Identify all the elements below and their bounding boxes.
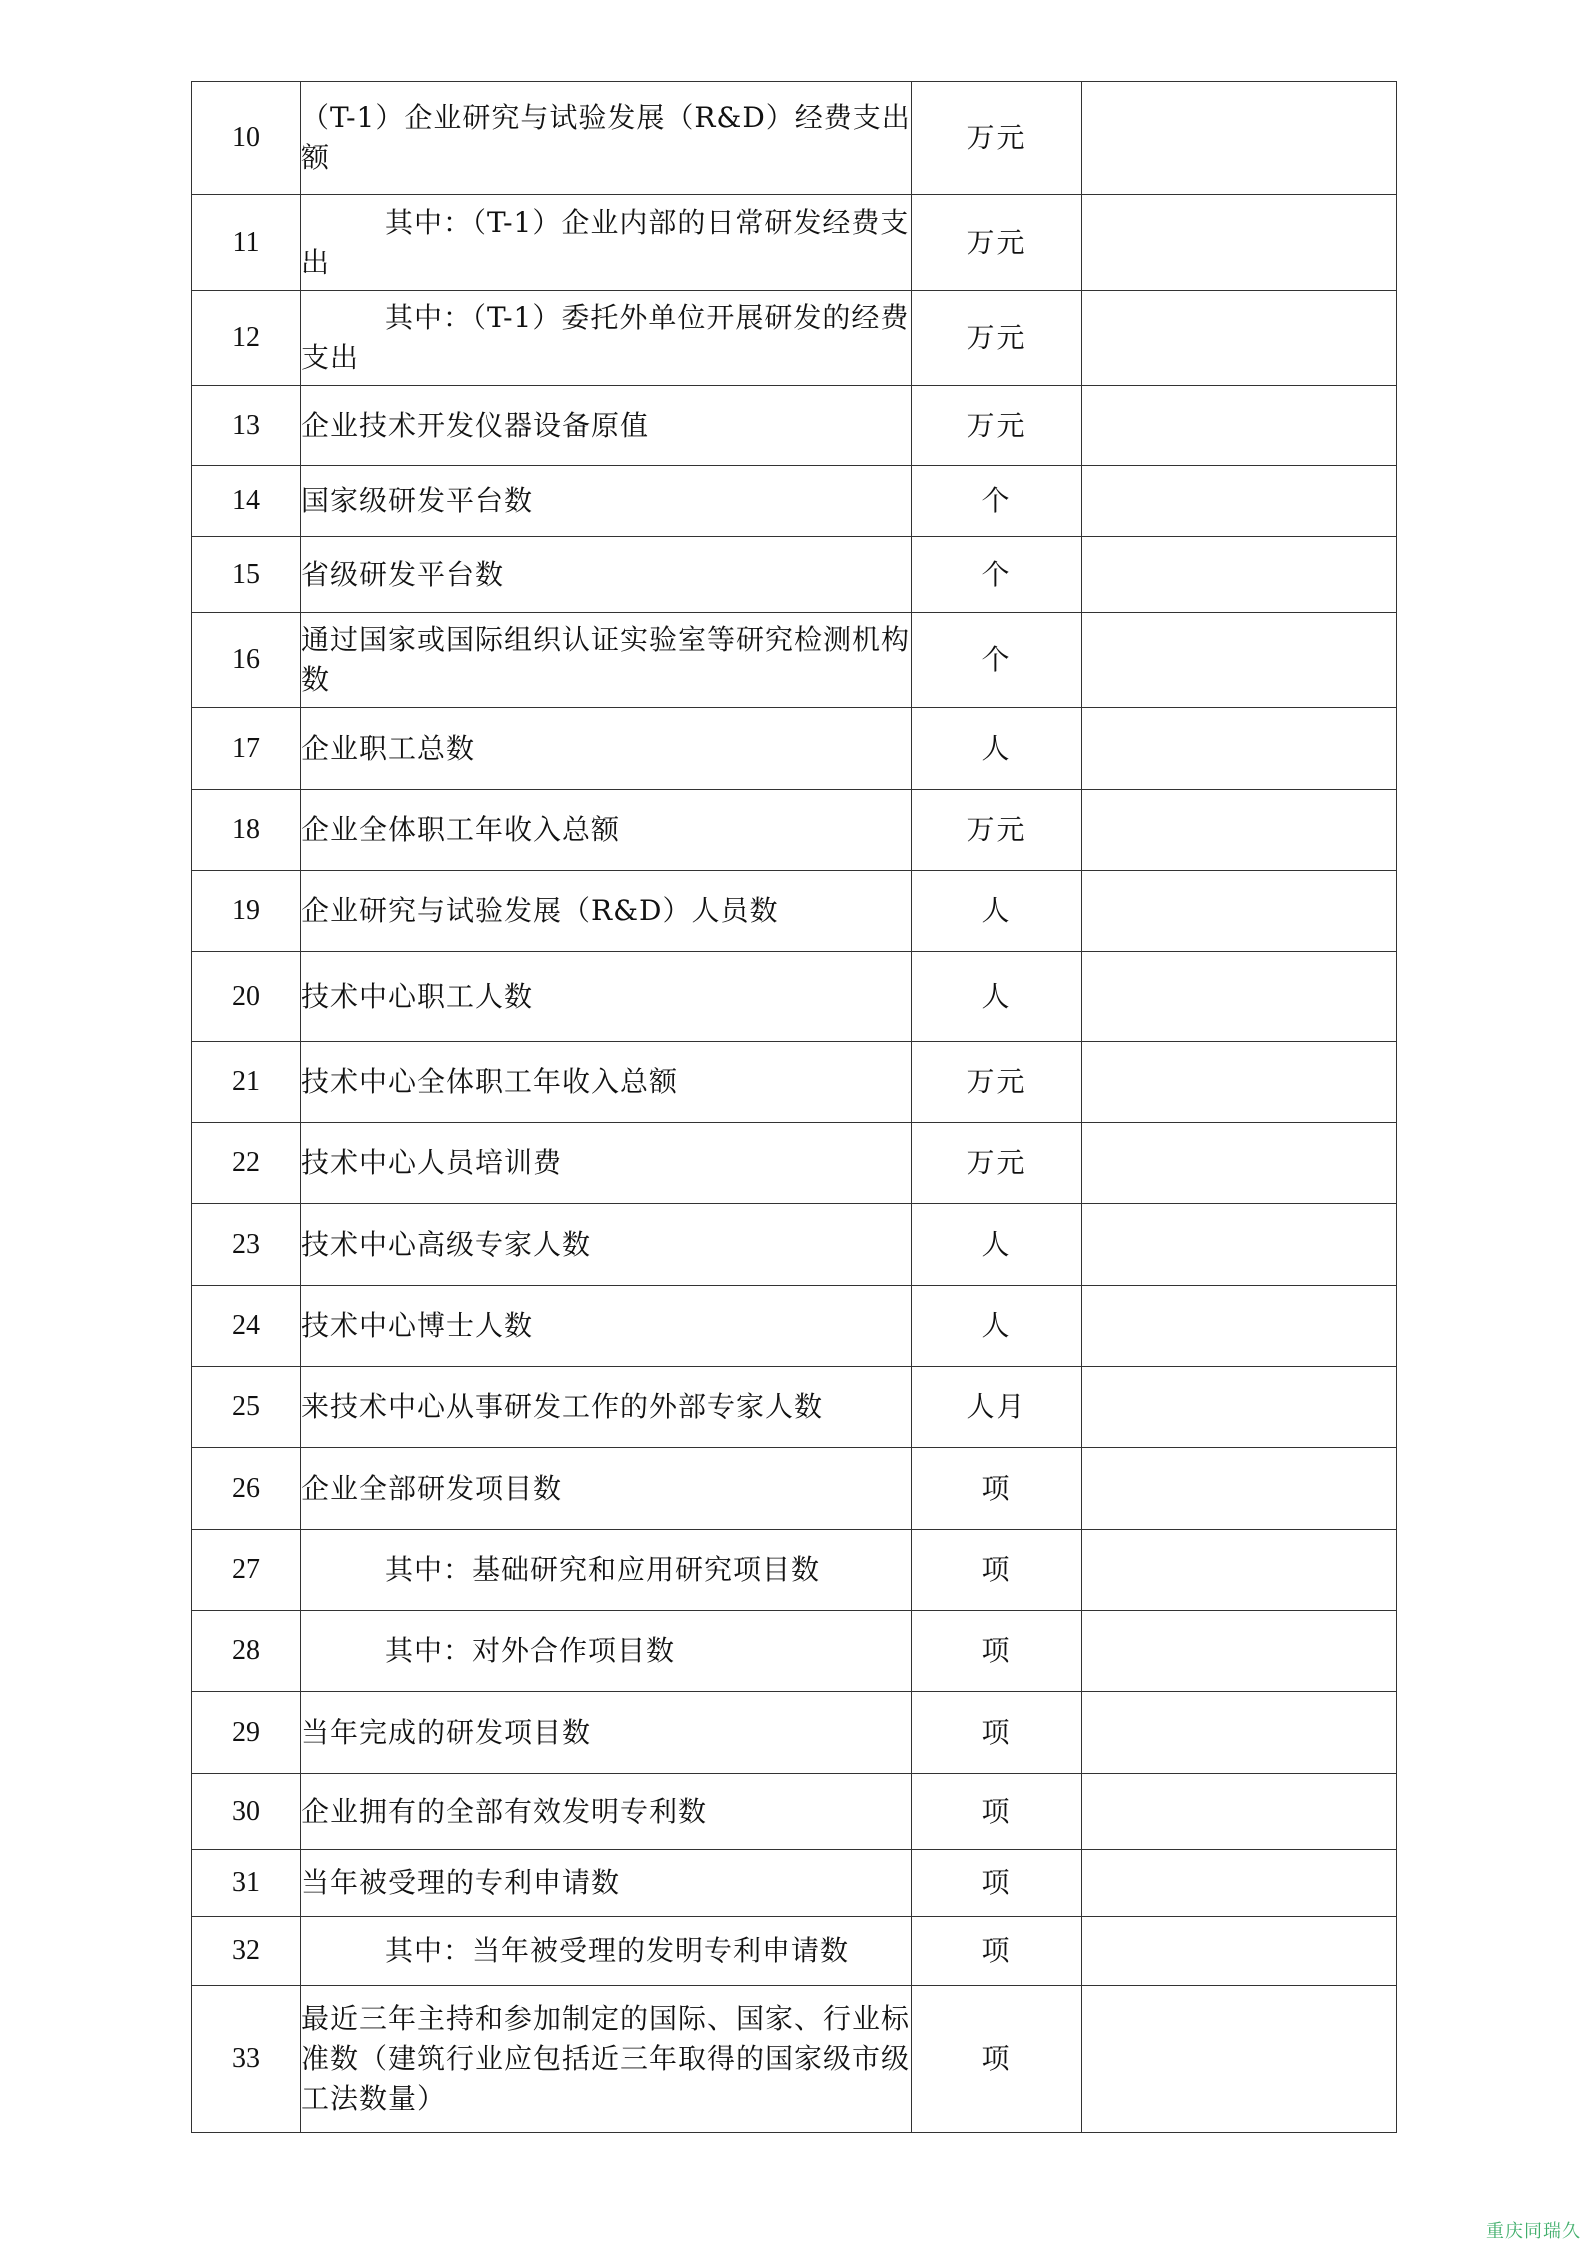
value-cell[interactable]: [1082, 466, 1397, 537]
indicator-name: 其中：（T-1）委托外单位开展研发的经费支出: [301, 291, 912, 386]
table-row: [192, 1042, 1397, 1123]
indicator-table: [191, 81, 1397, 2133]
indicator-unit: 万元: [912, 386, 1082, 466]
value-cell[interactable]: [1082, 1774, 1397, 1850]
value-cell[interactable]: [1082, 952, 1397, 1042]
table-row: [192, 82, 1397, 195]
value-cell[interactable]: [1082, 82, 1397, 195]
row-number: 15: [192, 537, 301, 613]
table-row: [192, 1850, 1397, 1917]
indicator-unit: 人: [912, 1204, 1082, 1286]
indicator-unit: 个: [912, 537, 1082, 613]
row-number: 29: [192, 1692, 301, 1774]
row-number: 27: [192, 1530, 301, 1611]
table-row: [192, 466, 1397, 537]
indicator-unit: 人月: [912, 1367, 1082, 1448]
table-row: [192, 1530, 1397, 1611]
indicator-unit: 项: [912, 1692, 1082, 1774]
indicator-unit: 万元: [912, 1042, 1082, 1123]
indicator-name: 其中：当年被受理的发明专利申请数: [301, 1917, 912, 1986]
indicator-name: 技术中心职工人数: [301, 952, 912, 1042]
table-row: [192, 195, 1397, 291]
row-number: 10: [192, 82, 301, 195]
indicator-unit: 人: [912, 1286, 1082, 1367]
value-cell[interactable]: [1082, 1367, 1397, 1448]
indicator-unit: 个: [912, 466, 1082, 537]
value-cell[interactable]: [1082, 708, 1397, 790]
indicator-unit: 项: [912, 1986, 1082, 2133]
row-number: 13: [192, 386, 301, 466]
indicator-unit: 万元: [912, 1123, 1082, 1204]
indicator-name: 技术中心全体职工年收入总额: [301, 1042, 912, 1123]
value-cell[interactable]: [1082, 537, 1397, 613]
row-number: 20: [192, 952, 301, 1042]
table-row: [192, 1917, 1397, 1986]
row-number: 21: [192, 1042, 301, 1123]
table-row: [192, 537, 1397, 613]
indicator-name: 来技术中心从事研发工作的外部专家人数: [301, 1367, 912, 1448]
table-row: [192, 1611, 1397, 1692]
indicator-name: 其中：对外合作项目数: [301, 1611, 912, 1692]
indicator-name: 技术中心人员培训费: [301, 1123, 912, 1204]
value-cell[interactable]: [1082, 386, 1397, 466]
row-number: 30: [192, 1774, 301, 1850]
table-row: [192, 386, 1397, 466]
table-row: [192, 1204, 1397, 1286]
value-cell[interactable]: [1082, 1042, 1397, 1123]
indicator-unit: 项: [912, 1917, 1082, 1986]
value-cell[interactable]: [1082, 1123, 1397, 1204]
value-cell[interactable]: [1082, 291, 1397, 386]
indicator-unit: 人: [912, 952, 1082, 1042]
row-number: 25: [192, 1367, 301, 1448]
row-number: 11: [192, 195, 301, 291]
row-number: 19: [192, 871, 301, 952]
value-cell[interactable]: [1082, 790, 1397, 871]
indicator-name: 国家级研发平台数: [301, 466, 912, 537]
indicator-name: 技术中心高级专家人数: [301, 1204, 912, 1286]
value-cell[interactable]: [1082, 1986, 1397, 2133]
indicator-unit: 项: [912, 1850, 1082, 1917]
indicator-name: 企业职工总数: [301, 708, 912, 790]
table-row: [192, 790, 1397, 871]
indicator-name: （T-1）企业研究与试验发展（R&D）经费支出额: [301, 82, 912, 195]
value-cell[interactable]: [1082, 1692, 1397, 1774]
indicator-name: 省级研发平台数: [301, 537, 912, 613]
row-number: 28: [192, 1611, 301, 1692]
table-row: [192, 1986, 1397, 2133]
indicator-name: 企业研究与试验发展（R&D）人员数: [301, 871, 912, 952]
indicator-name: 当年被受理的专利申请数: [301, 1850, 912, 1917]
table-body: [192, 82, 1397, 2133]
table-row: [192, 1692, 1397, 1774]
row-number: 24: [192, 1286, 301, 1367]
indicator-unit: 万元: [912, 195, 1082, 291]
indicator-unit: 万元: [912, 790, 1082, 871]
value-cell[interactable]: [1082, 1850, 1397, 1917]
indicator-name: 企业全部研发项目数: [301, 1448, 912, 1530]
value-cell[interactable]: [1082, 1611, 1397, 1692]
value-cell[interactable]: [1082, 1917, 1397, 1986]
value-cell[interactable]: [1082, 195, 1397, 291]
row-number: 16: [192, 613, 301, 708]
row-number: 17: [192, 708, 301, 790]
row-number: 12: [192, 291, 301, 386]
row-number: 22: [192, 1123, 301, 1204]
indicator-unit: 项: [912, 1530, 1082, 1611]
indicator-unit: 万元: [912, 291, 1082, 386]
indicator-name: 其中：基础研究和应用研究项目数: [301, 1530, 912, 1611]
indicator-unit: 万元: [912, 82, 1082, 195]
indicator-unit: 项: [912, 1774, 1082, 1850]
table-row: [192, 1367, 1397, 1448]
table-row: [192, 708, 1397, 790]
value-cell[interactable]: [1082, 1204, 1397, 1286]
indicator-unit: 人: [912, 708, 1082, 790]
table-row: [192, 613, 1397, 708]
value-cell[interactable]: [1082, 1286, 1397, 1367]
value-cell[interactable]: [1082, 1530, 1397, 1611]
indicator-name: 通过国家或国际组织认证实验室等研究检测机构数: [301, 613, 912, 708]
indicator-unit: 项: [912, 1611, 1082, 1692]
table-row: [192, 871, 1397, 952]
indicator-unit: 项: [912, 1448, 1082, 1530]
value-cell[interactable]: [1082, 1448, 1397, 1530]
watermark-logo: 重庆同瑞久: [1486, 2221, 1581, 2242]
table-row: [192, 952, 1397, 1042]
table-row: [192, 1123, 1397, 1204]
value-cell[interactable]: [1082, 871, 1397, 952]
row-number: 23: [192, 1204, 301, 1286]
indicator-unit: 人: [912, 871, 1082, 952]
indicator-name: 最近三年主持和参加制定的国际、国家、行业标准数（建筑行业应包括近三年取得的国家级市级工法数量）: [301, 1986, 912, 2133]
row-number: 33: [192, 1986, 301, 2133]
indicator-name: 企业拥有的全部有效发明专利数: [301, 1774, 912, 1850]
table-row: [192, 1774, 1397, 1850]
indicator-unit: 个: [912, 613, 1082, 708]
row-number: 32: [192, 1917, 301, 1986]
indicator-name: 企业技术开发仪器设备原值: [301, 386, 912, 466]
row-number: 18: [192, 790, 301, 871]
row-number: 14: [192, 466, 301, 537]
indicator-name: 企业全体职工年收入总额: [301, 790, 912, 871]
table-row: [192, 291, 1397, 386]
indicator-name: 当年完成的研发项目数: [301, 1692, 912, 1774]
indicator-name: 技术中心博士人数: [301, 1286, 912, 1367]
table-row: [192, 1448, 1397, 1530]
table-row: [192, 1286, 1397, 1367]
row-number: 31: [192, 1850, 301, 1917]
value-cell[interactable]: [1082, 613, 1397, 708]
indicator-name: 其中：（T-1）企业内部的日常研发经费支出: [301, 195, 912, 291]
row-number: 26: [192, 1448, 301, 1530]
